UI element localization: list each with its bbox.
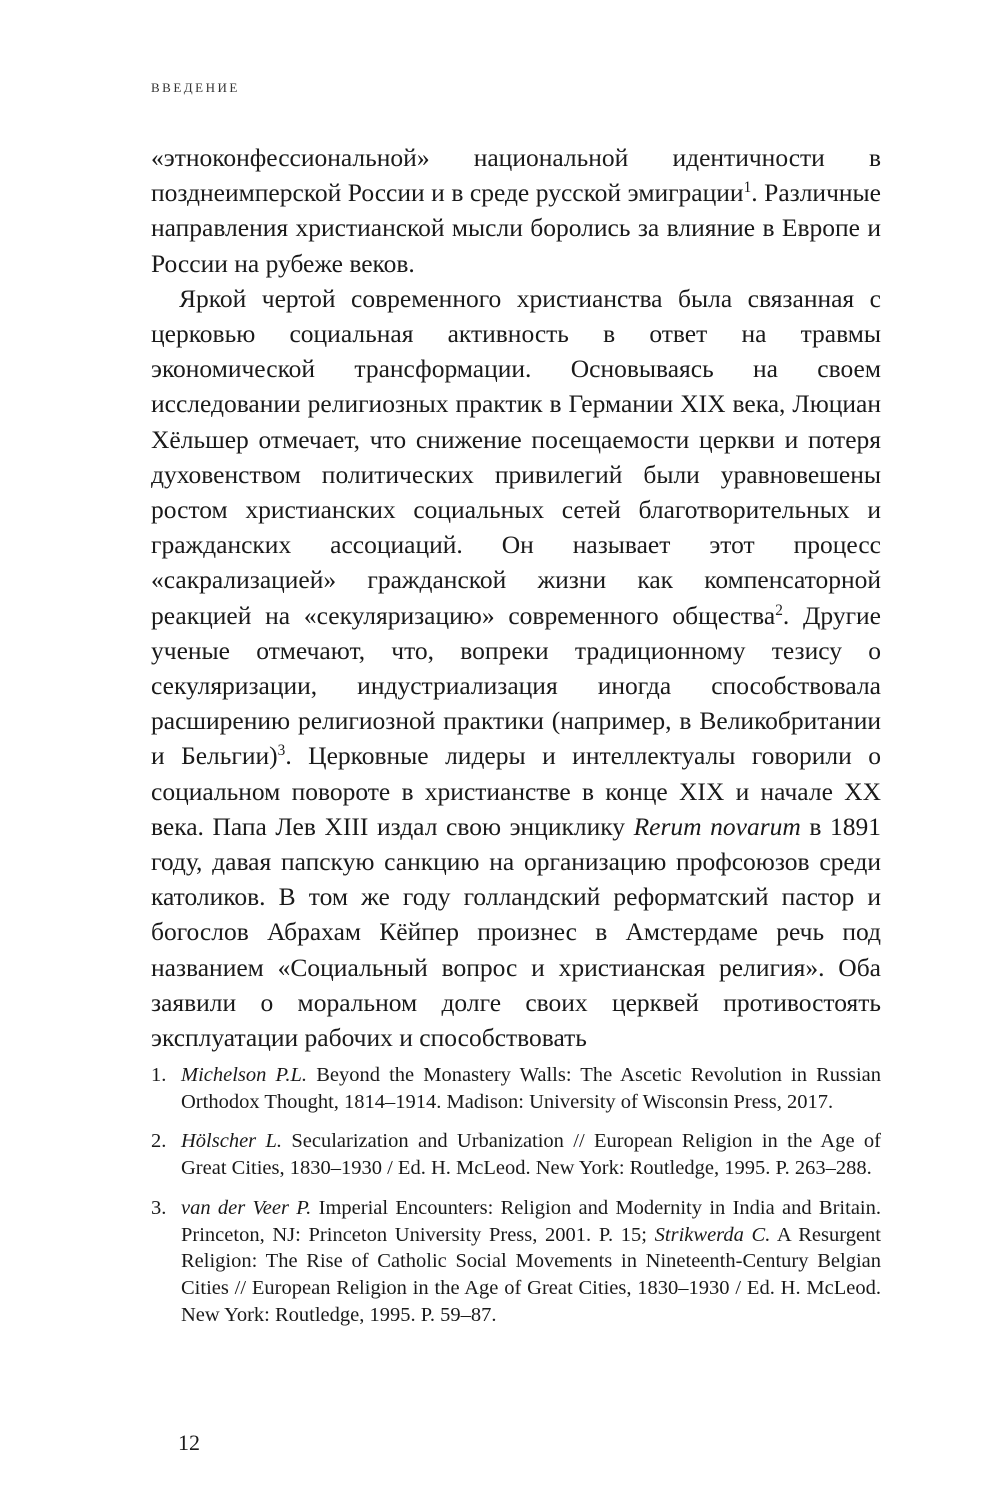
paragraph-2-text-b: . Другие ученые отмечают, что, вопреки традиционному тезису о секуляризации, индустриализация иногда способствовала расширению религиозной практики (например, в Великобритании и Бельгии) (151, 600, 882, 771)
footnote-text-2: A Resurgent Religion: The Rise of Catholic Social Movements in Nineteenth-Century Belgian Cities // European Religion in the Age of Great Cities, 1830–1930 / Ed. H. McLeod. New York: Routledge, 1995. P. 59–87. (181, 1223, 882, 1326)
body-text (151, 140, 881, 1055)
footnote-body (181, 1062, 881, 1115)
footnote-author-2: Strikwerda C. (654, 1223, 771, 1246)
footnote-author: van der Veer P. (181, 1196, 312, 1219)
encyclical-title: Rerum novarum (633, 811, 801, 841)
footnote-text: Imperial Encounters: Religion and Modernity in India and Britain. Princeton, NJ: Princeton University Press, 2001. P. 15; (181, 1196, 881, 1246)
paragraph-2-text-d: в 1891 году, давая папскую санкцию на организацию профсоюзов среди католиков. В том же году голландский реформатский пастор и богослов Абрахам Кёйпер произнес в Амстердаме речь под названием «Социальный вопрос и христианская религия». Оба заявили о моральном долге своих церквей противостоять эксплуатации рабочих и способствовать (151, 811, 882, 1053)
footnote-author: Hölscher L. (181, 1130, 283, 1153)
footnote-author: Michelson P.L. (181, 1064, 308, 1086)
footnotes (151, 1062, 881, 1341)
page-number: 12 (178, 1430, 200, 1455)
footnote-number: 1. (151, 1064, 167, 1086)
footnote-1 (151, 1062, 881, 1115)
footnote-body (181, 1195, 881, 1329)
footnote-ref-2[interactable]: 2 (775, 601, 783, 619)
footnote-text: Secularization and Urbanization // European Religion in the Age of Great Cities, 1830–1930 / Ed. H. McLeod. New York: Routledge, 1995. P. 263–288. (181, 1130, 881, 1180)
paragraph-1-text-a: «этноконфессиональной» национальной идентичности в позднеимперской России и в среде русской эмиграции (151, 143, 881, 208)
paragraph-1 (151, 140, 881, 281)
footnote-2 (151, 1128, 881, 1181)
footnote-ref-1[interactable]: 1 (743, 179, 752, 197)
footnote-number: 2. (151, 1130, 167, 1153)
footnote-text: Beyond the Monastery Walls: The Ascetic Revolution in Russian Orthodox Thought, 1814–1914. Madison: University of Wisconsin Press, 2017. (181, 1064, 881, 1113)
paragraph-2 (151, 281, 881, 1055)
footnote-3 (151, 1195, 881, 1329)
paragraph-2-text-a: Яркой чертой современного христианства была связанная с церковью социальная активность в ответ на травмы экономической трансформации. Основываясь на своем исследовании религиозных практик в Германии XIX века, Люциан Хёльшер отмечает, что снижение посещаемости церкви и потеря духовенством политических привилегий были уравновешены ростом христианских социальных сетей благотворительных и гражданских ассоциаций. Он называет этот процесс «сакрализацией» гражданской жизни как компенсаторной реакцией на «секуляризацию» современного общества (151, 283, 881, 630)
footnote-body (181, 1128, 881, 1181)
footnote-number: 3. (151, 1196, 167, 1219)
running-head: ВВЕДЕНИЕ (151, 80, 240, 95)
paragraph-2-text-c: . Церковные лидеры и интеллектуалы говорили о социальном повороте в христианстве в конце XIX и начале XX века. Папа Лев XIII издал свою энциклику (151, 741, 881, 841)
paragraph-1-text-b: . Различные направления христианской мысли боролись за влияние в Европе и России на рубеже веков. (151, 178, 882, 278)
footnote-ref-3[interactable]: 3 (277, 742, 286, 760)
